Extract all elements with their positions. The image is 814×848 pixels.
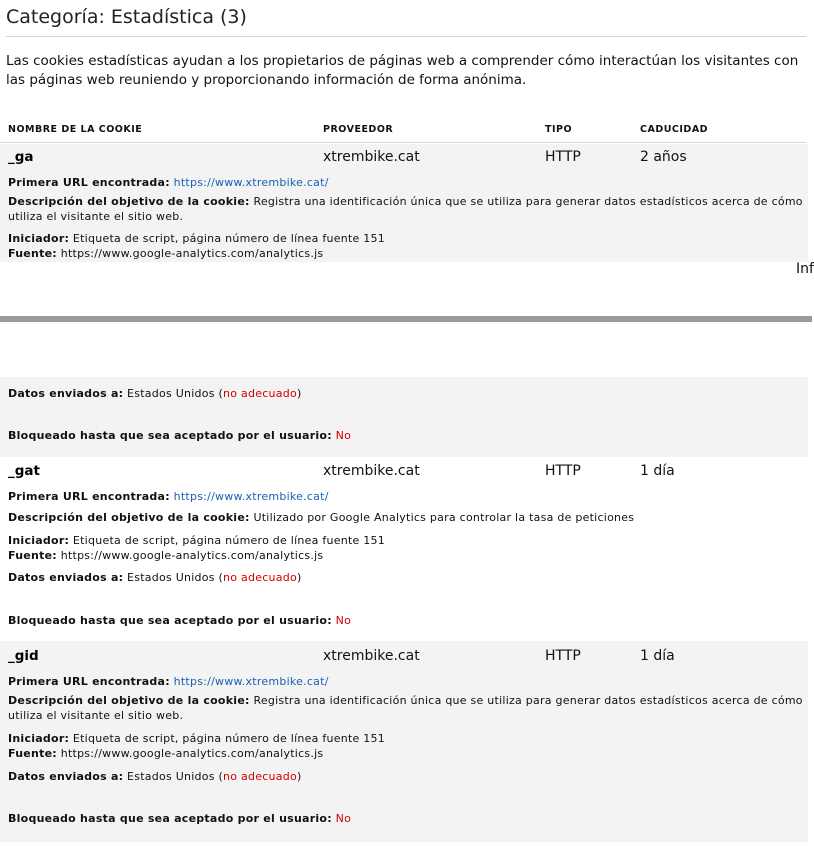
description-line [8, 693, 804, 723]
source-label: Fuente: [8, 549, 57, 562]
cookie-expiry: 1 día [640, 648, 675, 664]
category-title: Categoría: Estadística (3) [6, 6, 806, 37]
blocked-value: No [335, 429, 352, 442]
description-text: Utilizado por Google Analytics para controlar la tasa de peticiones [253, 511, 635, 524]
blocked-line [8, 428, 804, 443]
data-sent-label: Datos enviados a: [8, 770, 124, 783]
initiator-text: Etiqueta de script, página número de línea fuente 151 [72, 732, 386, 745]
cookie-row-ga-continued [0, 377, 808, 457]
cookie-name: _gid [8, 648, 39, 664]
blocked-label: Bloqueado hasta que sea aceptado por el usuario: [8, 429, 332, 442]
cookie-provider: xtrembike.cat [323, 648, 420, 664]
data-sent-line: Datos enviados a: Estados Unidos (no adecuado) [8, 571, 302, 584]
source-text: https://www.google-analytics.com/analytics.js [60, 747, 324, 760]
cookie-expiry: 2 años [640, 149, 687, 165]
description-line [8, 510, 804, 525]
source-line [8, 246, 804, 261]
first-url-line [8, 175, 804, 190]
blocked-label: Bloqueado hasta que sea aceptado por el usuario: [8, 614, 332, 627]
data-sent-country: Estados Unidos [127, 770, 215, 783]
data-sent-status: no adecuado [223, 770, 297, 783]
cookie-type: HTTP [545, 463, 581, 479]
column-header-name: NOMBRE DE LA COOKIE [8, 124, 143, 135]
description-text: Registra una identificación única que se utiliza para generar datos estadísticos acerca de cómo utiliza el visitante el sitio web. [8, 195, 803, 223]
first-url-link[interactable]: https://www.xtrembike.cat/ [173, 675, 329, 688]
source-line [8, 548, 804, 563]
initiator-text: Etiqueta de script, página número de línea fuente 151 [72, 232, 386, 245]
source-line [8, 746, 804, 761]
cookie-expiry: 1 día [640, 463, 675, 479]
description-label: Descripción del objetivo de la cookie: [8, 694, 250, 707]
first-url-link[interactable]: https://www.xtrembike.cat/ [173, 490, 329, 503]
first-url-label: Primera URL encontrada: [8, 176, 170, 189]
cookie-name: _ga [8, 149, 34, 165]
column-header-expiry: CADUCIDAD [640, 124, 709, 135]
description-label: Descripción del objetivo de la cookie: [8, 511, 250, 524]
initiator-line [8, 731, 804, 746]
cookie-row-gat [0, 457, 808, 637]
column-header-provider: PROVEEDOR [323, 124, 394, 135]
initiator-text: Etiqueta de script, página número de línea fuente 151 [72, 534, 386, 547]
first-url-label: Primera URL encontrada: [8, 490, 170, 503]
data-sent-status: no adecuado [223, 387, 297, 400]
blocked-line [8, 811, 804, 826]
column-header-type: TIPO [545, 124, 573, 135]
cookie-name: _gat [8, 463, 40, 479]
initiator-label: Iniciador: [8, 232, 70, 245]
description-label: Descripción del objetivo de la cookie: [8, 195, 250, 208]
source-label: Fuente: [8, 247, 57, 260]
data-sent-line: Datos enviados a: Estados Unidos (no adecuado) [8, 387, 302, 400]
source-label: Fuente: [8, 747, 57, 760]
data-sent-status: no adecuado [223, 571, 297, 584]
data-sent-country: Estados Unidos [127, 571, 215, 584]
source-text: https://www.google-analytics.com/analytics.js [60, 247, 324, 260]
cookie-row-ga [0, 144, 808, 262]
initiator-label: Iniciador: [8, 534, 70, 547]
clipped-text: Inf [796, 261, 814, 277]
blocked-line [8, 613, 804, 628]
initiator-label: Iniciador: [8, 732, 70, 745]
cookie-table-header [0, 117, 806, 143]
cookie-row-gid [0, 641, 808, 842]
first-url-line [8, 489, 804, 504]
data-sent-label: Datos enviados a: [8, 387, 124, 400]
blocked-value: No [335, 812, 352, 825]
data-sent-label: Datos enviados a: [8, 571, 124, 584]
description-line [8, 194, 804, 224]
data-sent-line: Datos enviados a: Estados Unidos (no adecuado) [8, 770, 302, 783]
initiator-line [8, 231, 804, 246]
cookie-type: HTTP [545, 149, 581, 165]
first-url-link[interactable]: https://www.xtrembike.cat/ [173, 176, 329, 189]
screenshot-separator [0, 316, 812, 322]
cookie-type: HTTP [545, 648, 581, 664]
description-text: Registra una identificación única que se utiliza para generar datos estadísticos acerca de cómo utiliza el visitante el sitio web. [8, 694, 803, 722]
first-url-label: Primera URL encontrada: [8, 675, 170, 688]
blocked-value: No [335, 614, 352, 627]
category-description: Las cookies estadísticas ayudan a los propietarios de páginas web a comprender cómo interactúan los visitantes con las páginas web reuniendo y proporcionando información de forma anónima. [6, 53, 799, 88]
source-text: https://www.google-analytics.com/analytics.js [60, 549, 324, 562]
data-sent-country: Estados Unidos [127, 387, 215, 400]
blocked-label: Bloqueado hasta que sea aceptado por el usuario: [8, 812, 332, 825]
cookie-provider: xtrembike.cat [323, 463, 420, 479]
initiator-line [8, 533, 804, 548]
first-url-line [8, 674, 804, 689]
cookie-provider: xtrembike.cat [323, 149, 420, 165]
